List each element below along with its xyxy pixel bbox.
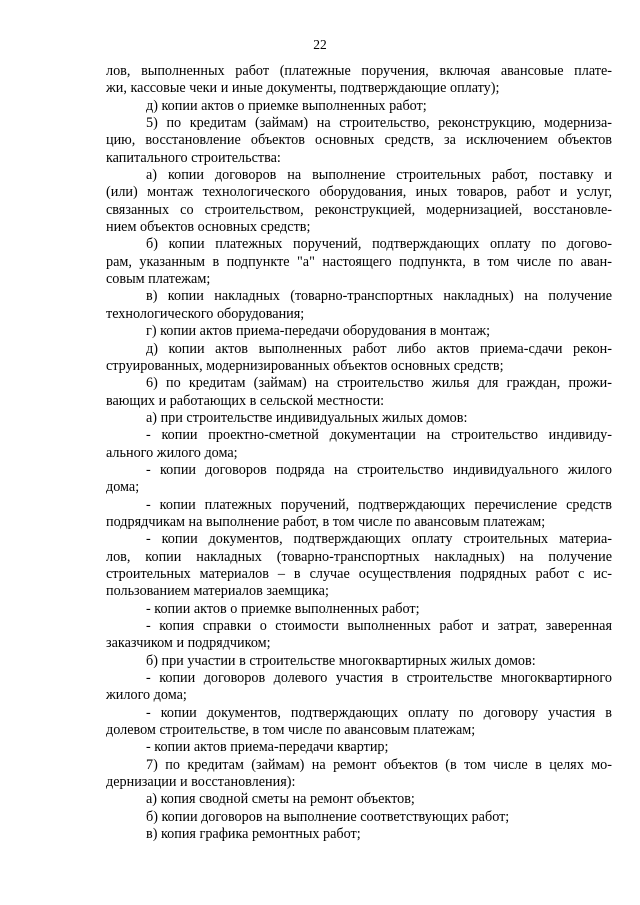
text-line: - копии проектно-сметной документации на строительство индивиду- [146, 427, 612, 444]
text-line: лов, копии накладных (товарно-транспортных накладных) на получение [106, 548, 612, 565]
text-line: заказчиком и подрядчиком; [106, 635, 271, 652]
text-line: - копия справки о стоимости выполненных работ и затрат, заверенная [146, 618, 612, 634]
text-line: - копии договоров подряда на строительство индивидуального жилого [146, 461, 612, 478]
text-line: - копии актов приема-передачи квартир; [146, 739, 389, 756]
document-body [106, 63, 612, 843]
text-line: цию, восстановление объектов основных средств, за исключением объектов [106, 132, 612, 149]
text-line: - копии договоров долевого участия в строительстве многоквартирного [146, 670, 612, 687]
text-line: б) при участии в строительстве многоквартирных жилых домов: [146, 652, 536, 669]
text-line: пользованием материалов заемщика; [106, 583, 329, 600]
text-line: - копии документов, подтверждающих оплату по договору участия в [146, 704, 612, 721]
text-line: строительных материалов – в случае осуществления подрядных работ с ис- [106, 565, 612, 582]
text-line: рам, указанным в подпункте "а" настоящего подпункта, в том числе по аван- [106, 253, 612, 270]
text-line: 5) по кредитам (займам) на строительство, реконструкцию, модерниза- [146, 115, 612, 132]
text-line: жилого дома; [106, 687, 187, 704]
text-line: подрядчикам на выполнение работ, в том числе по авансовым платежам; [106, 513, 546, 530]
text-line: капитального строительства: [106, 149, 281, 166]
text-line: лов, выполненных работ (платежные поручения, включая авансовые плате- [106, 63, 612, 79]
text-line: связанных со строительством, реконструкцией, модернизацией, восстановле- [106, 201, 612, 218]
text-line: дернизации и восстановления): [106, 774, 296, 791]
text-line: а) копии договоров на выполнение строительных работ, поставку и [146, 167, 612, 184]
text-line: в) копия графика ремонтных работ; [146, 826, 361, 843]
text-line: в) копии накладных (товарно-транспортных накладных) на получение [146, 288, 612, 305]
text-line: г) копии актов приема-передачи оборудования в монтаж; [146, 323, 491, 340]
text-line: долевом строительстве, в том числе по авансовым платежам; [106, 722, 476, 739]
text-line: д) копии актов выполненных работ либо актов приема-сдачи рекон- [146, 340, 612, 357]
page-number: 22 [313, 37, 327, 52]
text-line: а) при строительстве индивидуальных жилых домов: [146, 409, 468, 426]
text-line: а) копия сводной сметы на ремонт объектов; [146, 791, 415, 808]
text-line: дома; [106, 479, 140, 496]
text-line: совым платежам; [106, 271, 211, 288]
text-line: технологического оборудования; [106, 305, 305, 322]
text-line: струированных, модернизированных объектов основных средств; [106, 357, 504, 374]
text-line: б) копии платежных поручений, подтверждающих оплату по догово- [146, 236, 612, 253]
text-line: - копии платежных поручений, подтверждающих перечисление средств [146, 496, 612, 513]
text-line: вающих и работающих в сельской местности: [106, 392, 385, 409]
text-line: - копии актов о приемке выполненных работ; [146, 600, 420, 617]
text-line: 6) по кредитам (займам) на строительство жилья для граждан, прожи- [146, 375, 612, 392]
text-line: б) копии договоров на выполнение соответствующих работ; [146, 808, 510, 825]
text-line: нием объектов основных средств; [106, 219, 311, 236]
text-line: ального жилого дома; [106, 444, 238, 461]
text-line: жи, кассовые чеки и иные документы, подтверждающие оплату); [106, 80, 500, 97]
text-line: (или) монтаж технологического оборудования, иных товаров, работ и услуг, [106, 184, 612, 201]
text-line: д) копии актов о приемке выполненных работ; [146, 97, 427, 114]
text-line: 7) по кредитам (займам) на ремонт объектов (в том числе в целях мо- [146, 756, 612, 773]
text-line: - копии документов, подтверждающих оплату строительных материа- [146, 531, 612, 548]
